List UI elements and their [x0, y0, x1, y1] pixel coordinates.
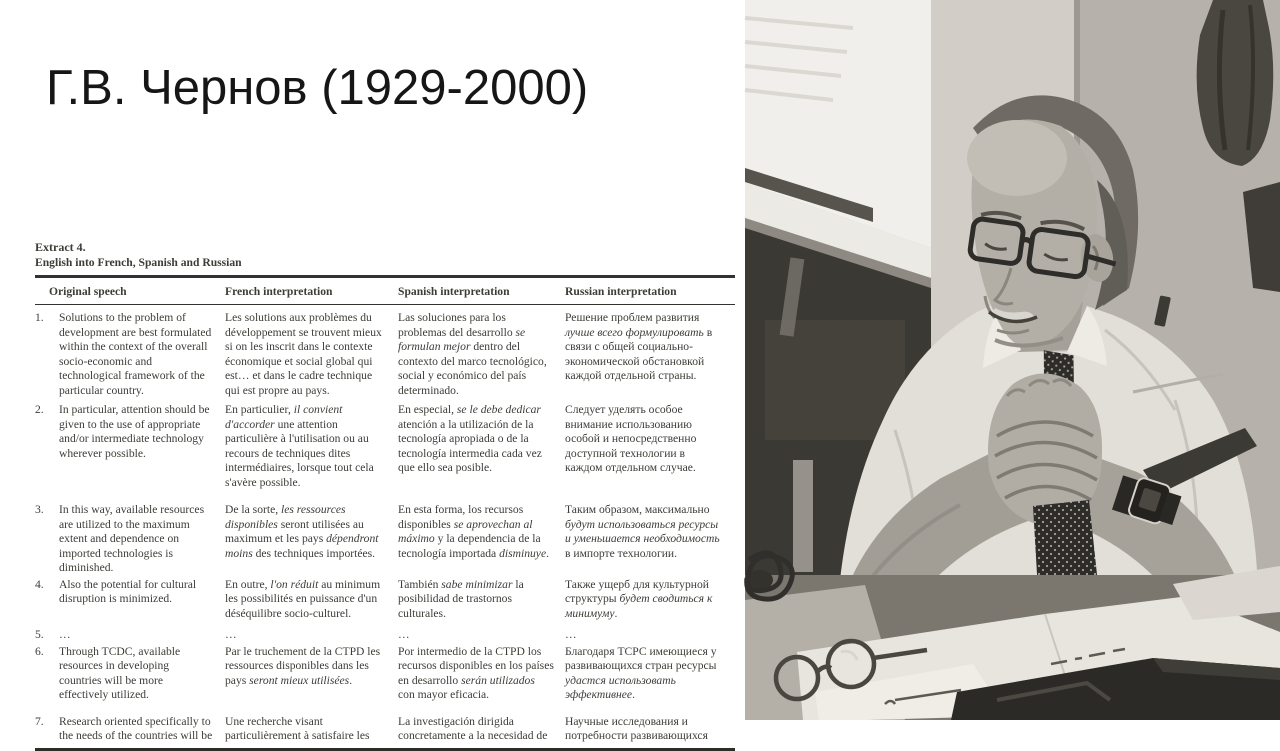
row-number: 1.	[35, 311, 44, 324]
cell-original-speech	[35, 578, 225, 622]
table-row	[35, 715, 735, 744]
cell-text: Solutions to the problem of development are best formulated within the context of the overall socio-economic and technological framework of the particular country.	[59, 311, 212, 397]
extract-table	[35, 240, 735, 751]
cell-russian: Научные исследования и потребности развивающихся	[565, 714, 708, 742]
cell-french: De la sorte, les ressources disponibles seront utilisées au maximum et les pays dépendront moins des techniques importées.	[225, 503, 379, 560]
cell-text: Research oriented specifically to the needs of the countries will be	[59, 714, 213, 742]
table-body	[35, 305, 735, 744]
table-row	[35, 578, 735, 622]
row-number: 7.	[35, 714, 44, 728]
row-number: 2.	[35, 403, 44, 416]
cell-spanish: La investigación dirigida concretamente a la necesidad de	[398, 714, 548, 742]
chernov-photo-illustration	[745, 0, 1280, 720]
cell-original-speech	[35, 311, 225, 398]
cell-french: …	[225, 628, 237, 641]
cell-original-speech	[35, 403, 225, 490]
row-number: 4.	[35, 577, 44, 591]
chernov-photo	[745, 0, 1280, 720]
cell-spanish: También sabe minimizar la posibilidad de trastornos culturales.	[398, 577, 524, 620]
row-number: 6.	[35, 644, 44, 658]
cell-russian: …	[565, 628, 577, 641]
slide-title: Г.В. Чернов (1929-2000)	[46, 61, 589, 115]
cell-spanish: …	[398, 628, 410, 641]
cell-french: Une recherche visant particulièrement à satisfaire les	[225, 714, 370, 742]
extract-subcaption: English into French, Spanish and Russian	[35, 256, 242, 269]
cell-original-speech	[35, 503, 225, 576]
table-row	[35, 503, 735, 576]
cell-russian: Также ущерб для культурной структуры будет сводиться к минимуму.	[565, 577, 713, 620]
cell-french: Par le truchement de la CTPD les ressources disponibles dans les pays seront mieux utilisées.	[225, 644, 381, 687]
photo-desk	[745, 553, 1280, 720]
cell-text: Through TCDC, available resources in developing countries will be more effectively utilized.	[59, 644, 181, 701]
cell-text: Also the potential for cultural disruption is minimized.	[59, 577, 197, 605]
cell-original-speech	[35, 715, 225, 744]
cell-text: In this way, available resources are utilized to the maximum extent and dependence on imported technologies is diminished.	[59, 503, 205, 574]
table-header-row	[35, 278, 735, 304]
table-rule-bottom	[35, 748, 735, 751]
column-header-french: French interpretation	[225, 284, 333, 298]
cell-russian: Решение проблем развития лучше всего формулировать в связи с общей социально-экономической обстановкой каждой отдельной страны.	[565, 311, 713, 382]
table-row	[35, 628, 735, 643]
row-number: 3.	[35, 503, 44, 516]
cell-text: …	[59, 628, 71, 641]
table-row	[35, 311, 735, 398]
table-row	[35, 645, 735, 703]
cell-french: Les solutions aux problèmes du développement se trouvent mieux si on les inscrit dans le contexte économique et social global qui est… et dans le cadre technique qui est propre au pays.	[225, 311, 382, 397]
cell-spanish: En esta forma, los recursos disponibles se aprovechan al máximo y la dependencia de la tecnología importada disminuye.	[398, 503, 550, 560]
extract-caption: Extract 4.	[35, 240, 86, 254]
cell-spanish: Por intermedio de la CTPD los recursos disponibles en los países en desarrollo serán utilizados con mayor eficacia.	[398, 644, 554, 701]
cell-russian: Благодаря ТСРС имеющиеся у развивающихся стран ресурсы удастся использовать эффективнее.	[565, 644, 717, 701]
table-row	[35, 403, 735, 490]
cell-text: In particular, attention should be given to the use of appropriate and/or intermediate technology wherever possible.	[59, 403, 210, 460]
cell-original-speech	[35, 628, 225, 643]
cell-russian: Следует уделять особое внимание использованию особой и непосредственно доступной технологии в каждом отдельном случае.	[565, 403, 697, 474]
cell-russian: Таким образом, максимально будут использоваться ресурсы и уменьшается необходимость в импорте технологии.	[565, 503, 720, 560]
cell-spanish: Las soluciones para los problemas del desarrollo se formulan mejor dentro del contexto del marco tecnológico, social y económico del país determinado.	[398, 311, 547, 397]
column-header-original: Original speech	[49, 284, 127, 298]
cell-french: En particulier, il convient d'accorder une attention particulière à l'utilisation ou au recours de techniques dites intermédiaires, lorsque tout cela s'avère possible.	[225, 403, 374, 489]
cell-spanish: En especial, se le debe dedicar atención a la utilización de la tecnología apropiada o de la tecnología intermedia cada vez que ello sea posible.	[398, 403, 542, 474]
column-header-russian: Russian interpretation	[565, 284, 677, 298]
cell-original-speech	[35, 645, 225, 703]
cell-french: En outre, l'on réduit au minimum les possibilités en puissance d'un déséquilibre socio-culturel.	[225, 577, 381, 620]
row-number: 5.	[35, 628, 44, 641]
column-header-spanish: Spanish interpretation	[398, 284, 510, 298]
